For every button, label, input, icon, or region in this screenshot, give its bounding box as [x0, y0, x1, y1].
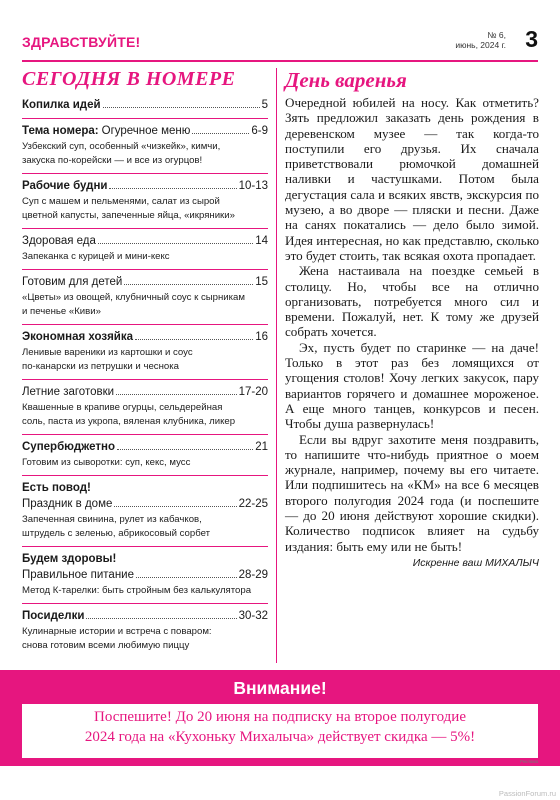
toc-entry-name: Экономная хозяйка [22, 331, 134, 343]
toc-divider [22, 603, 268, 604]
toc-entry-line [22, 439, 268, 455]
description-line: и печенье «Киви» [22, 306, 101, 317]
banner-line: 2024 года на «Кухоньку Михалыча» действует скидка — 5%! [84, 729, 476, 745]
editorial-column [285, 65, 539, 569]
toc-divider [22, 379, 268, 380]
editorial-paragraph: Очередной юбилей на носу. Как отметить? Зять предложил заказать день рождения в деревенском музее — так когда-то поступили его друзья. Их сначала приветствовали рюмочкой домашней наливки и частушками. Потом была дегустация сала и всяких явств, экскурсия по музею, а во дворе — пляски и песни. Даже на санях покатались — дело было зимой. Идея интересная, но как представлю, сколько это будет стоить, так всякая охота пропадает. [285, 95, 539, 263]
toc-entry-line [22, 233, 268, 249]
toc-entry-line [22, 274, 268, 290]
dot-leader [98, 243, 253, 244]
toc-entry[interactable] [22, 97, 268, 113]
banner-message [22, 704, 538, 747]
toc-entry-name: Здоровая еда [22, 235, 96, 247]
toc-entry-name: Посиделки [22, 610, 85, 622]
toc-entry-page: 5 [261, 99, 268, 111]
column-divider [276, 68, 277, 663]
toc-entry-description [22, 250, 268, 264]
dot-leader [136, 577, 237, 578]
toc-divider [22, 269, 268, 270]
page-header [22, 28, 538, 58]
toc-entry-name: Праздник в доме [22, 498, 113, 510]
toc-entry-line [22, 567, 268, 583]
issue-info [455, 30, 506, 50]
toc-entry-line [22, 97, 268, 113]
toc-entry[interactable] [22, 608, 268, 653]
toc-entry[interactable] [22, 439, 268, 470]
toc-entry-description [22, 401, 268, 429]
description-line: соль, паста из укропа, вяленая клубника, ликер [22, 416, 236, 427]
toc-entry-page: 17-20 [238, 386, 268, 398]
editorial-paragraph: Жена настаивала на поездке семьей в столицу. Но, чтобы все на отлично организовать, потребуется много сил и времени. Пожалуй, нет. К тому же друзей собрать хочется. [285, 263, 539, 340]
ad-label: Реклама [519, 759, 538, 764]
toc-entry-description [22, 456, 268, 470]
dot-leader [103, 107, 260, 108]
description-line: Запеканка с курицей и мини-кекс [22, 251, 170, 262]
toc-divider [22, 324, 268, 325]
toc-entry-line [22, 496, 268, 512]
description-line: цветной капусты, запеченные яйца, «икряники» [22, 210, 235, 221]
description-line: Кулинарные истории и встреча с поваром: [22, 626, 212, 637]
toc-entry-name: Тема номера: [22, 125, 99, 137]
site-watermark: PassionForum.ru [498, 789, 556, 798]
toc-entry-description [22, 584, 268, 598]
description-line: снова готовим всеми любимую пиццу [22, 640, 190, 651]
subscription-banner[interactable] [0, 670, 560, 766]
toc-entry-name: Правильное питание [22, 569, 134, 581]
dot-leader [109, 188, 236, 189]
toc-entry[interactable] [22, 480, 268, 541]
toc-entry[interactable] [22, 329, 268, 374]
page-number: 3 [525, 26, 538, 52]
toc-entry[interactable] [22, 551, 268, 598]
description-line: Узбекский суп, особенный «чизкейк», кимчи, [22, 141, 221, 152]
issue-number: № 6, [487, 30, 506, 40]
toc-entry-page: 30-32 [238, 610, 268, 622]
toc-entry-description [22, 513, 268, 541]
editorial-title: День варенья [285, 68, 407, 92]
toc-entry-page: 21 [255, 441, 268, 453]
toc-entry-page: 10-13 [238, 180, 268, 192]
issue-date: июнь, 2024 г. [455, 40, 506, 50]
description-line: по-канарски из петрушки и чеснока [22, 361, 179, 372]
dot-leader [192, 133, 249, 134]
editorial-paragraph: Если вы вдруг захотите меня поздравить, то напишите что-нибудь приятное о моем журнале, например, почему вы его читаете. Или подпишитесь на «КМ» на все 6 месяцев второго полугодия 2024 года (и поспешите — до 20 июня действуют хорошие скидки). Количество подписок влияет на судьбу издания: быть ему или не быть! [285, 431, 539, 554]
editorial-paragraph: Эх, пусть будет по старинке — на даче! Только в этот раз без ломящихся от угощения столов! Хочу легких закусок, пару вариантов горячего и домашнее мороженое. А еще много танцев, конкурсов и песен. Чтобы душа развернулась! [285, 339, 539, 432]
toc-divider [22, 228, 268, 229]
dot-leader [116, 394, 237, 395]
banner-line: Поспешите! До 20 июня на подписку на второе полугодие [94, 709, 466, 725]
description-line: Готовим из сыворотки: суп, кекс, мусс [22, 457, 191, 468]
dot-leader [86, 618, 236, 619]
dot-leader [124, 284, 253, 285]
toc-entry-line [22, 178, 268, 194]
toc-entry[interactable] [22, 123, 268, 168]
toc-title: СЕГОДНЯ В НОМЕРЕ [22, 68, 236, 90]
toc-entry-page: 22-25 [238, 498, 268, 510]
toc-divider [22, 173, 268, 174]
toc-entry[interactable] [22, 233, 268, 264]
description-line: штрудель с зеленью, абрикосовый сорбет [22, 528, 210, 539]
toc-entry-line [22, 384, 268, 400]
description-line: Суп с машем и пельменями, салат из сырой [22, 196, 220, 207]
toc-entry-page: 16 [255, 331, 268, 343]
toc-entry-subtitle: Огуречное меню [101, 125, 191, 137]
toc-entry-page: 28-29 [238, 569, 268, 581]
toc-entry-page: 6-9 [251, 125, 268, 137]
toc-entry-description [22, 291, 268, 319]
dot-leader [114, 506, 236, 507]
description-line: «Цветы» из овощей, клубничный соус к сырникам [22, 292, 245, 303]
description-line: Запеченная свинина, рулет из кабачков, [22, 514, 202, 525]
toc-entry-name: Копилка идей [22, 99, 101, 111]
toc-entry[interactable] [22, 178, 268, 223]
toc-divider [22, 434, 268, 435]
toc-entry-line [22, 123, 268, 139]
greeting-label: ЗДРАВСТВУЙТЕ! [22, 34, 141, 50]
toc-entry-name: Летние заготовки [22, 386, 115, 398]
dot-leader [135, 339, 253, 340]
dot-leader [117, 449, 253, 450]
header-divider [22, 60, 538, 62]
toc-entry-name: Рабочие будни [22, 180, 108, 192]
toc-entry-description [22, 140, 268, 168]
toc-entry-description [22, 346, 268, 374]
toc-divider [22, 118, 268, 119]
description-line: Метод К-тарелки: быть стройным без калькулятора [22, 585, 252, 596]
toc-section-heading: Будем здоровы! [22, 553, 117, 565]
table-of-contents [22, 65, 268, 653]
editorial-signature: Искренне ваш МИХАЛЫЧ [412, 556, 539, 569]
toc-entry-description [22, 195, 268, 223]
description-line: Квашенные в крапиве огурцы, сельдерейная [22, 402, 223, 413]
toc-entry-name: Готовим для детей [22, 276, 123, 288]
banner-message-box [22, 704, 538, 758]
toc-entry-page: 15 [255, 276, 268, 288]
banner-title: Внимание! [233, 678, 327, 698]
toc-entry[interactable] [22, 274, 268, 319]
description-line: Ленивые вареники из картошки и соус [22, 347, 193, 358]
toc-section-heading: Есть повод! [22, 482, 91, 494]
toc-entry-description [22, 625, 268, 653]
toc-entry-name: Супербюджетно [22, 441, 115, 453]
toc-entry-line [22, 608, 268, 624]
toc-divider [22, 475, 268, 476]
description-line: закуска по-корейски — и все из огурцов! [22, 155, 203, 166]
toc-divider [22, 546, 268, 547]
toc-entry-line [22, 329, 268, 345]
toc-entry-page: 14 [255, 235, 268, 247]
toc-entry[interactable] [22, 384, 268, 429]
